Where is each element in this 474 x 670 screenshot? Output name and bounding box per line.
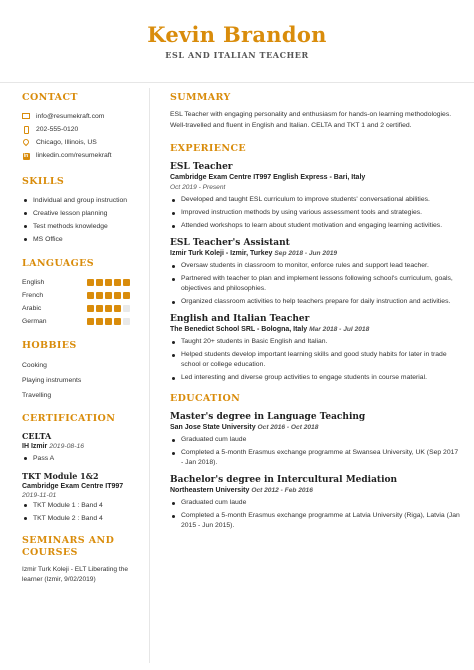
- education-org: San Jose State University Oct 2016 - Oct 2018: [170, 423, 319, 431]
- level-dot: [114, 318, 121, 325]
- level-dot: [87, 292, 94, 299]
- level-dot: [96, 279, 103, 286]
- language-name: Arabic: [22, 305, 42, 312]
- cert-bullet: TKT Module 2 : Band 4: [22, 512, 142, 525]
- language-level: [87, 279, 130, 286]
- language-row: [22, 276, 142, 289]
- contact-section: [22, 92, 142, 162]
- job-bullet: Led interesting and diverse group activities to engage students in course material.: [170, 373, 460, 384]
- job-title: ESL Teacher's Assistant: [170, 237, 290, 248]
- job-org: Cambridge Exam Centre IT997 English Express - Bari, Italy: [170, 174, 366, 181]
- level-dot: [87, 305, 94, 312]
- job-title: ESL Teacher: [170, 162, 233, 172]
- contact-phone[interactable]: 202-555-0120: [22, 123, 142, 136]
- column-divider: [149, 88, 150, 663]
- cert-item: [22, 471, 142, 525]
- education-date: Oct 2016 - Oct 2018: [257, 423, 319, 431]
- cert-org: Cambridge Exam Centre IT997: [22, 483, 124, 490]
- language-row: [22, 302, 142, 315]
- language-name: English: [22, 279, 45, 286]
- cert-date: 2019-08-16: [49, 443, 85, 450]
- education-bullet: Graduated cum laude: [170, 498, 460, 509]
- job-org: Izmir Turk Koleji - Izmir, Turkey Sep 2018 - Jun 2019: [170, 249, 338, 257]
- skill-item: Test methods knowledge: [22, 220, 142, 233]
- level-dot: [114, 292, 121, 299]
- contact-location: Chicago, Illinois, US: [22, 136, 142, 149]
- cert-name: TKT Module 1&2: [22, 471, 99, 481]
- resume-header: [0, 0, 474, 80]
- language-name: German: [22, 318, 47, 325]
- education-title: Master's degree in Language Teaching: [170, 411, 366, 422]
- hobby-item: Playing instruments: [22, 377, 82, 384]
- linkedin-icon: in: [23, 152, 29, 159]
- languages-section: [22, 258, 142, 328]
- hobby-item: Cooking: [22, 362, 47, 369]
- level-dot: [96, 292, 103, 299]
- cert-bullet: Pass A: [22, 452, 142, 465]
- language-row: [22, 315, 142, 328]
- job-date: Oct 2019 - Present: [170, 184, 226, 191]
- contact-email[interactable]: info@resumekraft.com: [22, 110, 142, 123]
- skill-item: Individual and group instruction: [22, 194, 142, 207]
- skills-heading: SKILLS: [22, 176, 65, 187]
- job-entry: [170, 313, 460, 384]
- candidate-role: ESL AND ITALIAN TEACHER: [165, 50, 309, 60]
- summary-section: [170, 92, 460, 131]
- header-divider: [0, 82, 474, 83]
- education-bullet: Completed a 5-month Erasmus exchange programme at Swansea University, UK (Sep 2017 - Jan 2018).: [170, 448, 460, 469]
- cert-name: CELTA: [22, 431, 52, 441]
- level-dot: [96, 305, 103, 312]
- education-entry: [170, 411, 460, 469]
- job-org: The Benedict School SRL - Bologna, Italy Mar 2018 - Jul 2018: [170, 325, 370, 333]
- certification-section: [22, 413, 142, 525]
- cert-date: 2019-11-01: [22, 492, 57, 499]
- hobby-item: Travelling: [22, 392, 52, 399]
- summary-heading: SUMMARY: [170, 92, 231, 103]
- seminars-section: [22, 535, 142, 585]
- level-dot: [123, 305, 130, 312]
- cert-item: [22, 431, 142, 465]
- contact-heading: CONTACT: [22, 92, 78, 103]
- job-bullet: Helped students develop important learning skills and good study habits for later in trade school or college education.: [170, 350, 460, 371]
- envelope-icon: [22, 113, 30, 121]
- language-level: [87, 292, 130, 299]
- contact-linkedin[interactable]: in linkedin.com/resumekraft: [23, 152, 112, 159]
- summary-text: ESL Teacher with engaging personality and enthusiasm for hands-on learning methodologies. Well-travelled and fluent in English and Italian. CELTA and TKT 1 and 2 certified.: [170, 111, 452, 129]
- experience-heading: EXPERIENCE: [170, 143, 247, 154]
- job-bullet: Taught 20+ students in Basic English and Italian.: [170, 337, 460, 348]
- job-entry: [170, 161, 460, 232]
- location-pin-icon: [22, 139, 30, 147]
- right-column: [170, 92, 460, 541]
- hobbies-section: [22, 340, 142, 403]
- level-dot: [114, 305, 121, 312]
- level-dot: [123, 279, 130, 286]
- level-dot: [105, 305, 112, 312]
- experience-section: [170, 143, 460, 384]
- education-entry: [170, 474, 460, 532]
- job-bullet: Attended workshops to learn about student motivation and engaging learning activities.: [170, 221, 460, 232]
- seminar-text: Izmir Turk Koleji - ELT Liberating the learner (Izmir, 9/02/2019): [22, 566, 129, 583]
- level-dot: [123, 292, 130, 299]
- cert-bullet: TKT Module 1 : Band 4: [22, 499, 142, 512]
- hobbies-heading: HOBBIES: [22, 340, 77, 351]
- level-dot: [114, 279, 121, 286]
- seminars-heading: SEMINARS AND COURSES: [22, 535, 115, 558]
- level-dot: [105, 292, 112, 299]
- job-title: English and Italian Teacher: [170, 313, 310, 324]
- level-dot: [96, 318, 103, 325]
- certification-heading: CERTIFICATION: [22, 413, 116, 424]
- job-bullet: Organized classroom activities to help teachers prepare for daily instruction and activities.: [170, 297, 460, 308]
- education-org: Northeastern University Oct 2012 - Feb 2016: [170, 486, 313, 494]
- level-dot: [105, 318, 112, 325]
- job-bullet: Improved instruction methods by using various assessment tools and strategies.: [170, 208, 460, 219]
- education-bullet: Completed a 5-month Erasmus exchange programme at Latvia University (Riga), Latvia (Jan 2015 - Jun 2015).: [170, 511, 460, 532]
- education-date: Oct 2012 - Feb 2016: [251, 486, 313, 494]
- education-heading: EDUCATION: [170, 392, 241, 404]
- skills-section: [22, 176, 142, 246]
- candidate-name: Kevin Brandon: [147, 22, 327, 47]
- language-level: [87, 318, 130, 325]
- skill-item: Creative lesson planning: [22, 207, 142, 220]
- language-name: French: [22, 292, 44, 299]
- job-date: Sep 2018 - Jun 2019: [274, 249, 338, 257]
- education-title: Bachelor's degree in Intercultural Mediation: [170, 474, 398, 485]
- left-column: [22, 92, 142, 594]
- level-dot: [87, 279, 94, 286]
- phone-icon: [22, 126, 30, 134]
- language-level: [87, 305, 130, 312]
- level-dot: [123, 318, 130, 325]
- job-date: Mar 2018 - Jul 2018: [309, 325, 370, 333]
- level-dot: [105, 279, 112, 286]
- job-bullet: Developed and taught ESL curriculum to improve students' conversational abilities.: [170, 195, 460, 206]
- skill-item: MS Office: [22, 233, 142, 246]
- education-bullet: Graduated cum laude: [170, 435, 460, 446]
- education-section: [170, 393, 460, 532]
- language-row: [22, 289, 142, 302]
- job-bullet: Oversaw students in classroom to monitor, enforce rules and support lead teacher.: [170, 261, 460, 272]
- job-entry: [170, 237, 460, 308]
- cert-org: IH Izmir 2019-08-16: [22, 443, 85, 450]
- level-dot: [87, 318, 94, 325]
- job-bullet: Partnered with teacher to plan and implement lessons following school's curriculum, goals, objectives and philosophies.: [170, 274, 460, 295]
- languages-heading: LANGUAGES: [22, 258, 95, 269]
